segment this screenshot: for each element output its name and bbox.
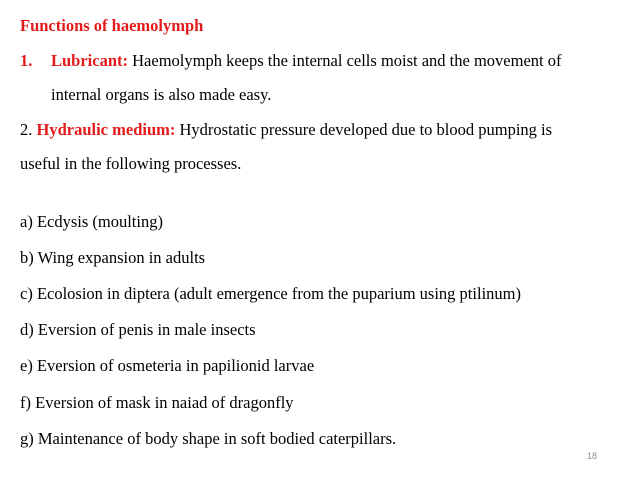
list-item: a) Ecdysis (moulting) <box>20 212 163 231</box>
item-number: 2. <box>20 120 37 139</box>
list-item: e) Eversion of osmeteria in papilionid larvae <box>20 356 315 375</box>
slide-heading: Functions of haemolymph <box>20 16 204 35</box>
list-item: b) Wing expansion in adults <box>20 248 206 267</box>
item-lubricant <box>20 51 562 71</box>
item-lubricant-continuation: internal organs is also made easy. <box>51 85 272 104</box>
list-item: f) Eversion of mask in naiad of dragonfly <box>20 393 294 412</box>
item-label: Hydraulic medium: <box>36 120 176 139</box>
item-text: Haemolymph keeps the internal cells moist and the movement of <box>128 51 562 70</box>
list-item: g) Maintenance of body shape in soft bodied caterpillars. <box>20 429 397 448</box>
list-item: c) Ecolosion in diptera (adult emergence from the puparium using ptilinum) <box>20 284 521 303</box>
list-item: d) Eversion of penis in male insects <box>20 320 256 339</box>
page-number: 18 <box>587 451 598 461</box>
item-hydraulic-continuation: useful in the following processes. <box>20 154 242 173</box>
item-number: 1. <box>20 51 33 70</box>
item-label: Lubricant: <box>51 51 129 70</box>
item-hydraulic-medium <box>20 120 552 140</box>
item-text: Hydrostatic pressure developed due to blood pumping is <box>175 120 553 139</box>
